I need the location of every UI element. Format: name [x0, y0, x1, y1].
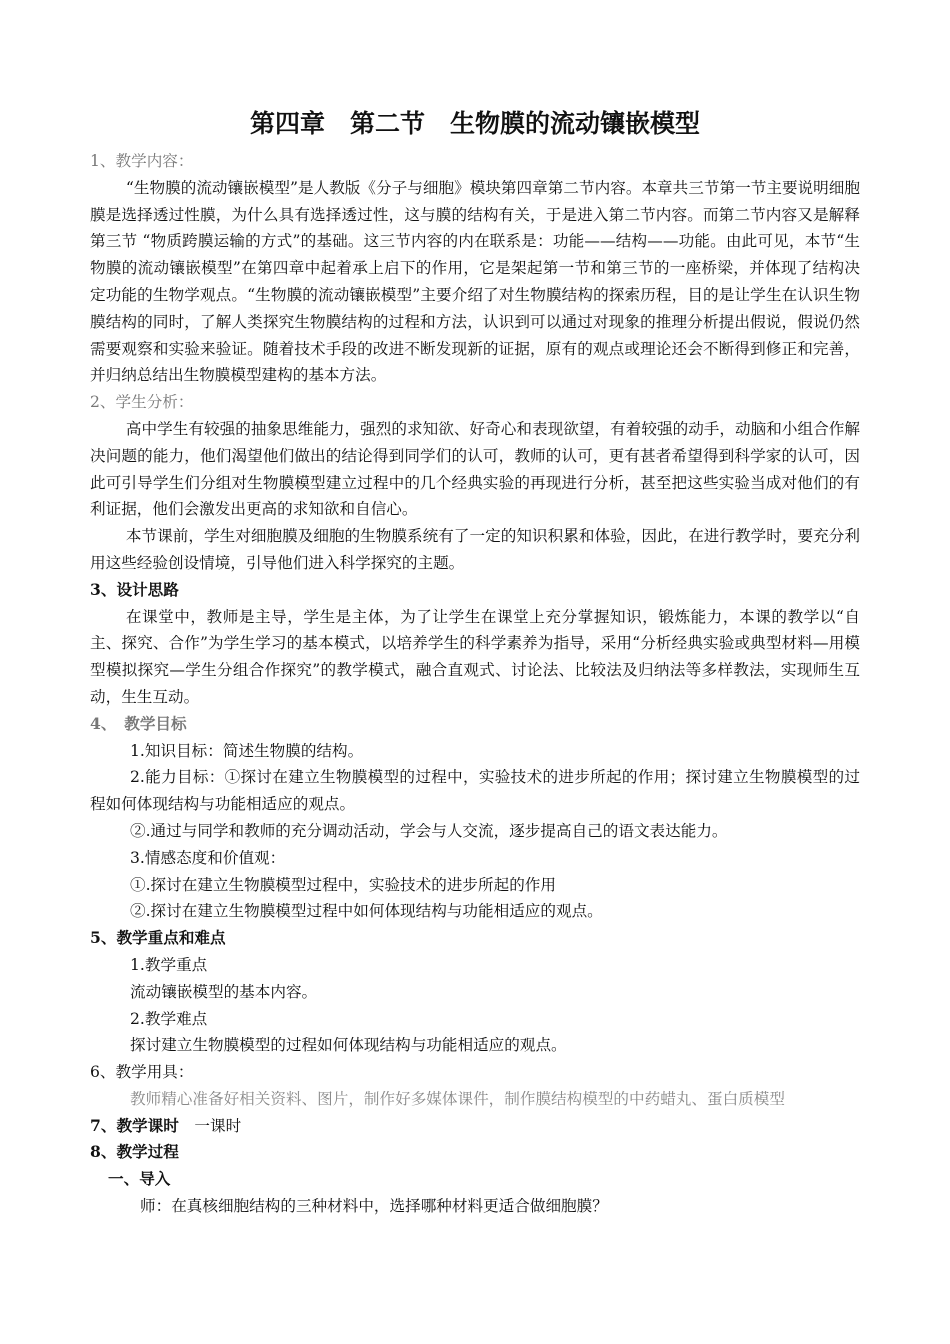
section-heading-content: 1、教学内容： [90, 152, 194, 170]
paragraph-content: “生物膜的流动镶嵌模型”是人教版《分子与细胞》模块第四章第二节内容。本章共三节第一节主要说明细胞膜是选择透过性膜，为什么具有选择透过性，这与膜的结构有关，于是进入第二节内容。而第二节内容又是解释第三节 “物质跨膜运输的方式”的基础。这三节内容的内在联系是：功能——结构——功能。由此可见，本节“生物膜的流动镶嵌模型”在第四章中起着承上启下的作用，它是架起第一节和第三节的一座桥梁，并体现了结构决定功能的生物学观点。“生物膜的流动镶嵌模型”主要介绍了对生物膜结构的探索历程，目的是让学生在认识生物膜结构的同时，了解人类探究生物膜结构的过程和方法，认识到可以通过对现象的推理分析提出假说，假说仍然需要观察和实验来验证。随着技术手段的改进不断发现新的证据，原有的观点或理论还会不断得到修正和完善，并归纳总结出生物膜模型建构的基本方法。 [90, 178, 860, 385]
key-point-text: 流动镶嵌模型的基本内容。 [130, 982, 318, 1001]
paragraph-students-1: 高中学生有较强的抽象思维能力，强烈的求知欲、好奇心和表现欲望，有着较强的动手，动脑和小组合作解决问题的能力，他们渴望他们做出的结论得到同学们的认可，教师的认可，更有甚者希望得到科学家的认可，因此可引导学生们分组对生物膜模型建立过程中的几个经典实验的再现进行分析，甚至把这些实验当成对他们的有利证据，他们会激发出更高的求知欲和自信心。 [90, 419, 860, 519]
section-heading-duration [90, 1113, 860, 1140]
goal-knowledge: 1.知识目标：简述生物膜的结构。 [130, 741, 364, 760]
goal-ability: 2.能力目标：①探讨在建立生物膜模型的过程中，实验技术的进步所起的作用；探讨建立生物膜模型的过程如何体现结构与功能相适应的观点。 [90, 768, 860, 814]
duration-label: 7、教学课时 [90, 1115, 179, 1135]
paragraph-tools: 教师精心准备好相关资料、图片，制作好多媒体课件，制作膜结构模型的中药蜡丸、蛋白质模型 [130, 1089, 785, 1108]
goal-attitude-1: ①.探讨在建立生物膜模型过程中，实验技术的进步所起的作用 [130, 875, 556, 894]
subheading-intro: 一、导入 [108, 1169, 171, 1189]
paragraph-design: 在课堂中，教师是主导，学生是主体，为了让学生在课堂上充分掌握知识，锻炼能力，本课的教学以“自主、探究、合作”为学生学习的基本模式，以培养学生的科学素养为指导，采用“分析经典实验或典型材料—用模型模拟探究—学生分组合作探究”的教学模式，融合直观式、讨论法、比较法及归纳法等多样教法，实现师生互动，生生互动。 [90, 607, 860, 706]
difficulty-label: 2.教学难点 [130, 1009, 208, 1028]
duration-value: 一课时 [178, 1116, 242, 1135]
goal-attitude-2: ②.探讨在建立生物膜模型过程中如何体现结构与功能相适应的观点。 [130, 902, 603, 921]
document-title: 第四章 第二节 生物膜的流动镶嵌模型 [249, 109, 700, 138]
section-heading-design: 3、设计思路 [90, 579, 179, 599]
paragraph-students-2: 本节课前，学生对细胞膜及细胞的生物膜系统有了一定的知识积累和体验，因此，在进行教学时，要充分利用这些经验创设情境，引导他们进入科学探究的主题。 [90, 527, 860, 572]
document-body [90, 148, 860, 1220]
section-heading-process: 8、教学过程 [90, 1142, 179, 1162]
section-heading-goals: 4、 教学目标 [90, 713, 187, 733]
paragraph-intro: 师：在真核细胞结构的三种材料中，选择哪种材料更适合做细胞膜？ [140, 1197, 608, 1216]
goal-ability-2: ②.通过与同学和教师的充分调动活动，学会与人交流，逐步提高自己的语文表达能力。 [130, 821, 728, 840]
goal-attitude: 3.情感态度和价值观： [130, 848, 286, 867]
section-heading-key-points: 5、教学重点和难点 [90, 928, 226, 948]
difficulty-text: 探讨建立生物膜模型的过程如何体现结构与功能相适应的观点。 [130, 1036, 567, 1055]
section-heading-students: 2、学生分析： [90, 393, 194, 412]
key-point-label: 1.教学重点 [130, 955, 208, 974]
section-heading-tools: 6、教学用具： [90, 1063, 194, 1082]
